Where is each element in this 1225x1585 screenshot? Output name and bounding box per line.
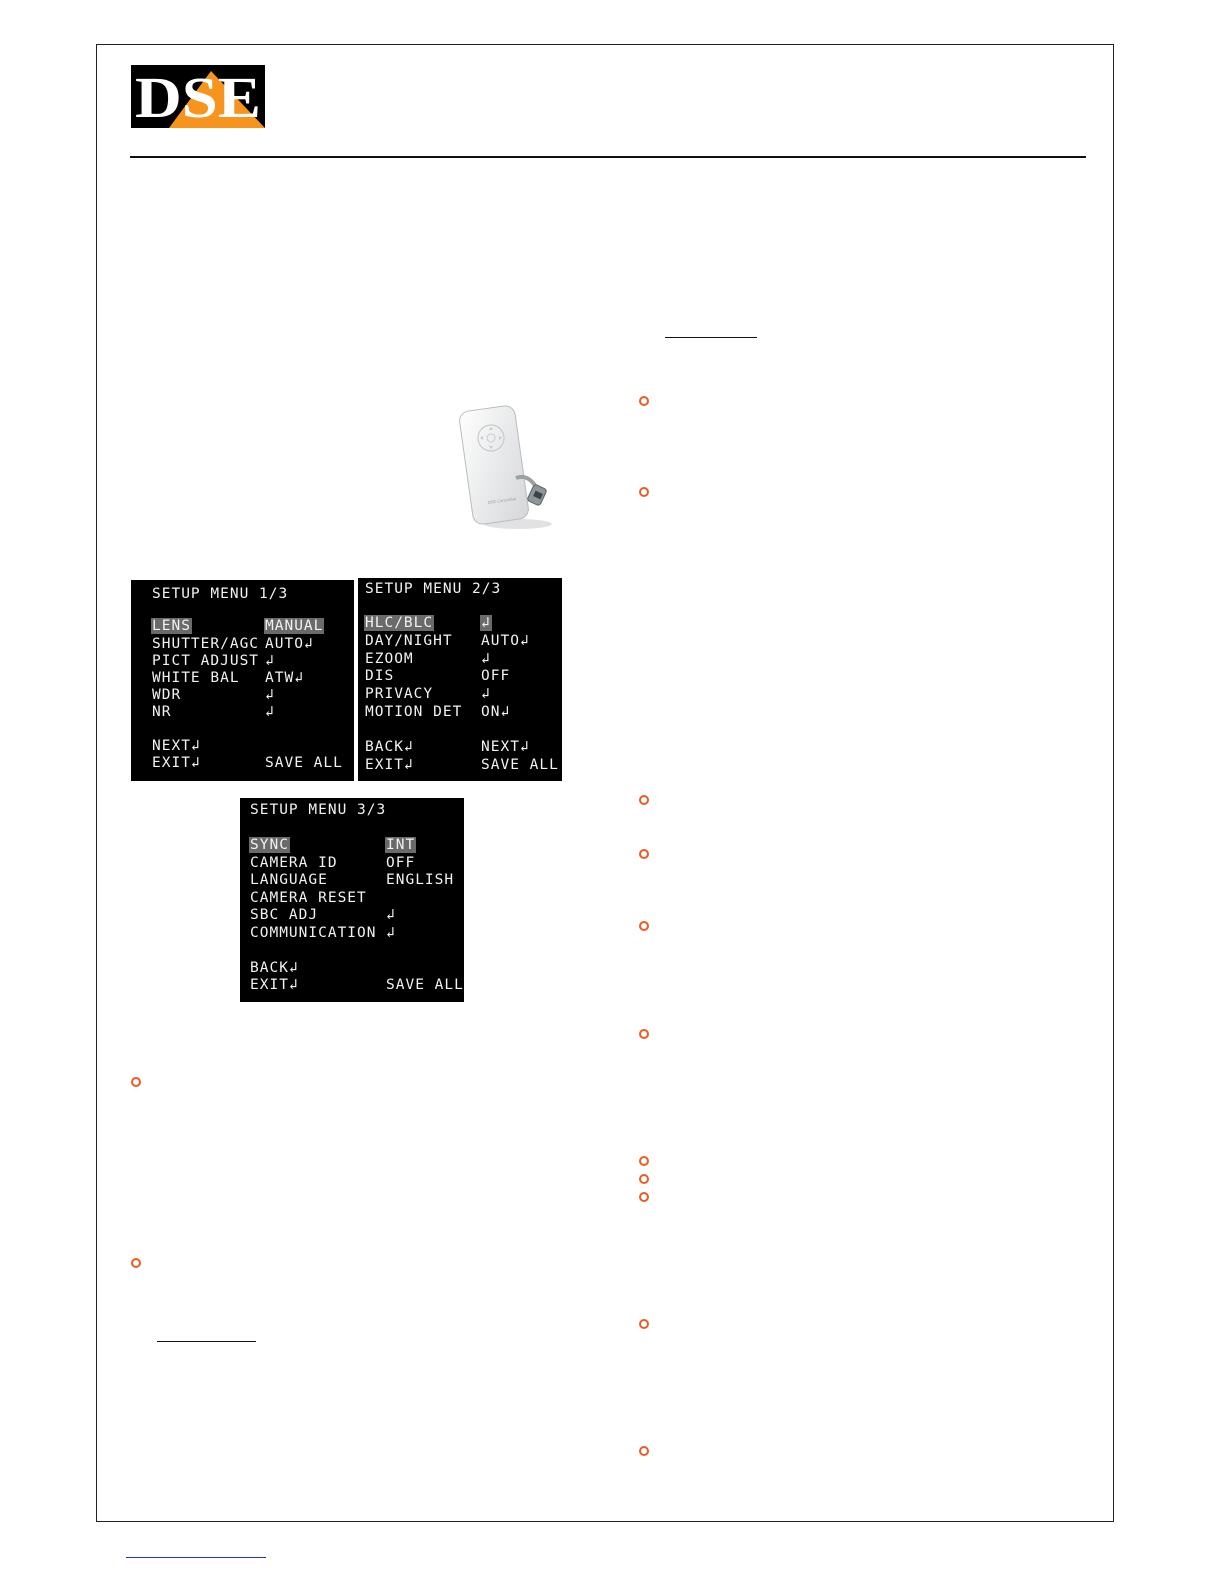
menu-back: BACK↲	[250, 960, 299, 976]
menu-item-label: SYNC	[250, 837, 289, 853]
menu-item-value: ↲	[481, 615, 491, 631]
bullet-icon	[639, 921, 649, 931]
menu-item-value: ↲	[386, 925, 396, 941]
setup-menu-3	[240, 798, 464, 1002]
menu-next: NEXT↲	[481, 739, 530, 755]
setup-menu-2	[358, 578, 562, 781]
bullet-icon	[639, 849, 649, 859]
menu-item-label: WDR	[152, 687, 182, 703]
bullet-icon	[639, 487, 649, 497]
menu-save-all: SAVE ALL	[265, 755, 343, 771]
menu-save-all: SAVE ALL	[386, 977, 464, 993]
setup-menu-1	[131, 580, 354, 781]
bullet-icon	[639, 1156, 649, 1166]
menu-item-value: AUTO↲	[481, 633, 530, 649]
menu-item-label: MOTION DET	[365, 704, 463, 720]
bullet-icon	[131, 1258, 141, 1268]
footer-link[interactable]	[126, 1557, 266, 1558]
menu-item-label: HLC/BLC	[365, 615, 434, 631]
remote-controller-image	[458, 400, 558, 532]
menu-item-label: DAY/NIGHT	[365, 633, 453, 649]
menu-item-value: ATW↲	[265, 670, 304, 686]
menu-item-label: CAMERA ID	[250, 855, 338, 871]
menu-item-label: CAMERA RESET	[250, 890, 367, 906]
menu-save-all: SAVE ALL	[481, 757, 559, 773]
heading-underline-left	[157, 1341, 256, 1342]
bullet-icon	[639, 1174, 649, 1184]
menu-item-value: ↲	[265, 687, 275, 703]
menu-title: SETUP MENU 2/3	[365, 581, 502, 597]
menu-exit: EXIT↲	[250, 977, 299, 993]
menu-item-value: AUTO↲	[265, 636, 314, 652]
menu-exit: EXIT↲	[152, 755, 201, 771]
dse-logo	[131, 65, 265, 128]
menu-item-label: SBC ADJ	[250, 907, 319, 923]
bullet-icon	[639, 795, 649, 805]
menu-item-value: ↲	[481, 651, 491, 667]
menu-item-label: NR	[152, 704, 172, 720]
menu-title: SETUP MENU 1/3	[152, 586, 289, 602]
menu-item-label: LANGUAGE	[250, 872, 328, 888]
bullet-icon	[639, 1319, 649, 1329]
menu-item-value: ↲	[265, 653, 275, 669]
bullet-icon	[639, 1029, 649, 1039]
bullet-icon	[639, 396, 649, 406]
bullet-icon	[131, 1077, 141, 1087]
heading-underline-right	[665, 337, 757, 338]
header-rule	[130, 156, 1086, 158]
menu-item-label: SHUTTER/AGC	[152, 636, 260, 652]
menu-exit: EXIT↲	[365, 757, 414, 773]
menu-item-value: ↲	[386, 907, 396, 923]
menu-item-value: ON↲	[481, 704, 511, 720]
menu-item-label: PICT ADJUST	[152, 653, 260, 669]
menu-item-label: COMMUNICATION	[250, 925, 377, 941]
menu-item-label: WHITE BAL	[152, 670, 240, 686]
menu-item-label: DIS	[365, 668, 395, 684]
bullet-icon	[639, 1446, 649, 1456]
page-frame	[96, 44, 1114, 1522]
menu-item-label: EZOOM	[365, 651, 414, 667]
remote-label: DSE Controller	[487, 495, 517, 505]
menu-item-value: ↲	[265, 704, 275, 720]
menu-item-value: OFF	[481, 668, 511, 684]
menu-item-value: ENGLISH	[386, 872, 455, 888]
menu-next: NEXT↲	[152, 738, 201, 754]
menu-item-value: INT	[386, 837, 416, 853]
menu-back: BACK↲	[365, 739, 414, 755]
menu-item-value: OFF	[386, 855, 416, 871]
menu-item-value: MANUAL	[265, 618, 324, 634]
menu-item-label: PRIVACY	[365, 686, 434, 702]
logo-text: DSE	[135, 65, 261, 128]
menu-item-label: LENS	[152, 618, 191, 634]
bullet-icon	[639, 1192, 649, 1202]
menu-title: SETUP MENU 3/3	[250, 802, 387, 818]
menu-item-value: ↲	[481, 686, 491, 702]
